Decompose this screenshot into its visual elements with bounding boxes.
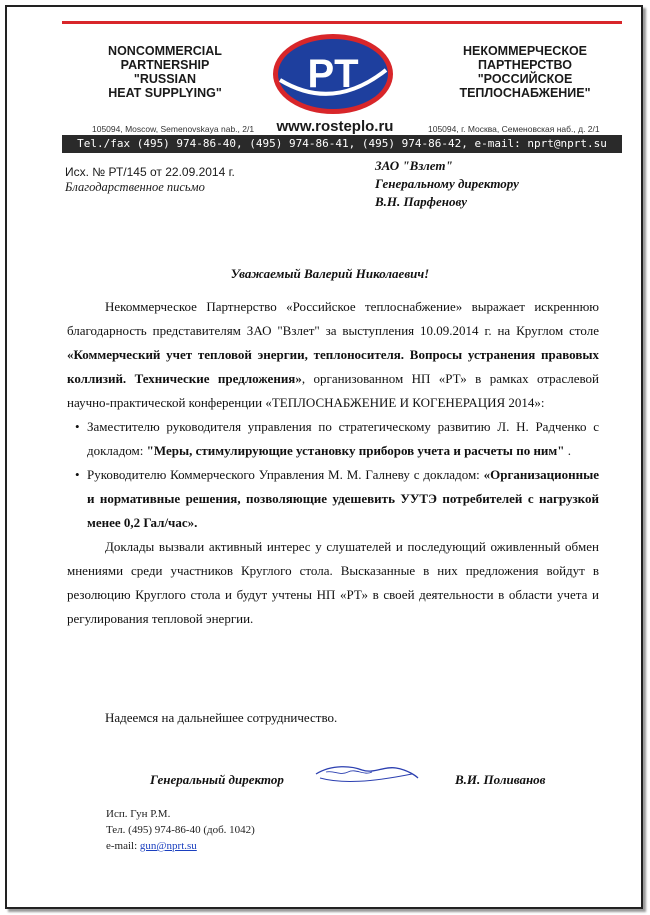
executor-name: Исп. Гун Р.М. (106, 808, 171, 820)
bullet-icon: • (75, 467, 80, 482)
list-item-text: Заместителю руководителя управления по стратегическому развитию Л. Н. Радченко с докладом: (87, 419, 599, 458)
letterhead-en-line: "RUSSIAN (133, 72, 197, 86)
recipient-name: В.Н. Парфенову (375, 194, 468, 209)
list-item (67, 415, 599, 463)
paragraph-gratitude (67, 295, 599, 415)
letterhead-ru-line: НЕКОММЕРЧЕСКОЕ (462, 44, 588, 58)
paragraph-text: Некоммерческое Партнерство «Российское теплоснабжение» выражает искреннюю благодарность представителям ЗАО "Взлет" за выступления 10.09.2014 г. на Круглом столе (67, 299, 599, 338)
email-label: e-mail: (106, 840, 140, 852)
letterhead-ru-line: "РОССИЙСКОЕ (477, 72, 573, 86)
report-title: «Организационные и нормативные решения, позволяющие удешевить УУТЭ потребителей с нагрузкой менее 0,2 Гал/час». (87, 467, 599, 530)
list-item-text: Руководителю Коммерческого Управления М. М. Галневу с докладом: (87, 467, 484, 482)
signature-scribble (312, 760, 422, 788)
contact-bar: Tel./fax (495) 974-86-40, (495) 974-86-41, (495) 974-86-42, e-mail: nprt@nprt.su (62, 135, 622, 153)
report-title: "Меры, стимулирующие установку приборов учета и расчеты по ним" (146, 443, 565, 458)
signatory-name: В.И. Поливанов (455, 772, 546, 787)
address-english: 105094, Moscow, Semenovskaya nab., 2/1 (92, 124, 255, 134)
address-russian: 105094, г. Москва, Семеновская наб., д. 2/1 (428, 124, 600, 134)
letterhead-russian (420, 44, 630, 100)
letterhead-en-line: NONCOMMERCIAL (108, 44, 222, 58)
executor-email-line (106, 838, 255, 854)
rt-logo-graphic (270, 30, 396, 120)
salutation: Уважаемый Валерий Николаевич! (230, 266, 430, 281)
letterhead-en-line: PARTNERSHIP (120, 58, 210, 72)
header-red-line (62, 21, 622, 24)
outgoing-reference (65, 165, 235, 195)
recipient-position: Генеральному директору (375, 176, 519, 191)
recipient-org: ЗАО "Взлет" (375, 158, 453, 173)
handwritten-signature (312, 760, 422, 788)
closing-line: Надеемся на дальнейшее сотрудничество. (105, 710, 338, 725)
roundtable-title: «Коммерческий учет тепловой энергии, теплоносителя. Вопросы устранения правовых коллизий. Технические предложения» (67, 347, 599, 386)
recipient-block (375, 157, 519, 211)
executor-phone: Тел. (495) 974-86-40 (доб. 1042) (106, 824, 255, 836)
reference-number: Исх. № РТ/145 от 22.09.2014 г. (65, 165, 235, 179)
list-item (67, 463, 599, 535)
letterhead-ru-line: ПАРТНЕРСТВО (477, 58, 572, 72)
list-item-text: . (564, 443, 571, 458)
paragraph-outcome: Доклады вызвали активный интерес у слушателей и последующий оживленный обмен мнениями среди участников Круглого стола. Высказанные в них предложения войдут в резолюцию Круглого стола и будут учтены НП «РТ» в своей деятельности в области учета и регулирования тепловой энергии. (67, 539, 599, 626)
bullet-icon: • (75, 419, 80, 434)
letterhead-english (70, 44, 260, 100)
paragraph-text: , организованном НП «РТ» в рамках отраслевой научно-практической конференции «ТЕПЛОСНАБЖЕНИЕ И КОГЕНЕРАЦИЯ 2014»: (67, 371, 599, 410)
letter-body (67, 295, 599, 631)
rt-logo (270, 30, 396, 120)
letter-subject: Благодарственное письмо (65, 180, 205, 194)
logo-text: PT (307, 52, 359, 96)
signatory-title: Генеральный директор (150, 772, 284, 787)
letterhead-ru-line: ТЕПЛОСНАБЖЕНИЕ" (459, 86, 591, 100)
executor-block (106, 806, 255, 854)
website-link[interactable]: www.rosteplo.ru (276, 118, 394, 135)
letterhead-en-line: HEAT SUPPLYING" (108, 86, 222, 100)
executor-email-link[interactable]: gun@nprt.su (139, 840, 197, 852)
